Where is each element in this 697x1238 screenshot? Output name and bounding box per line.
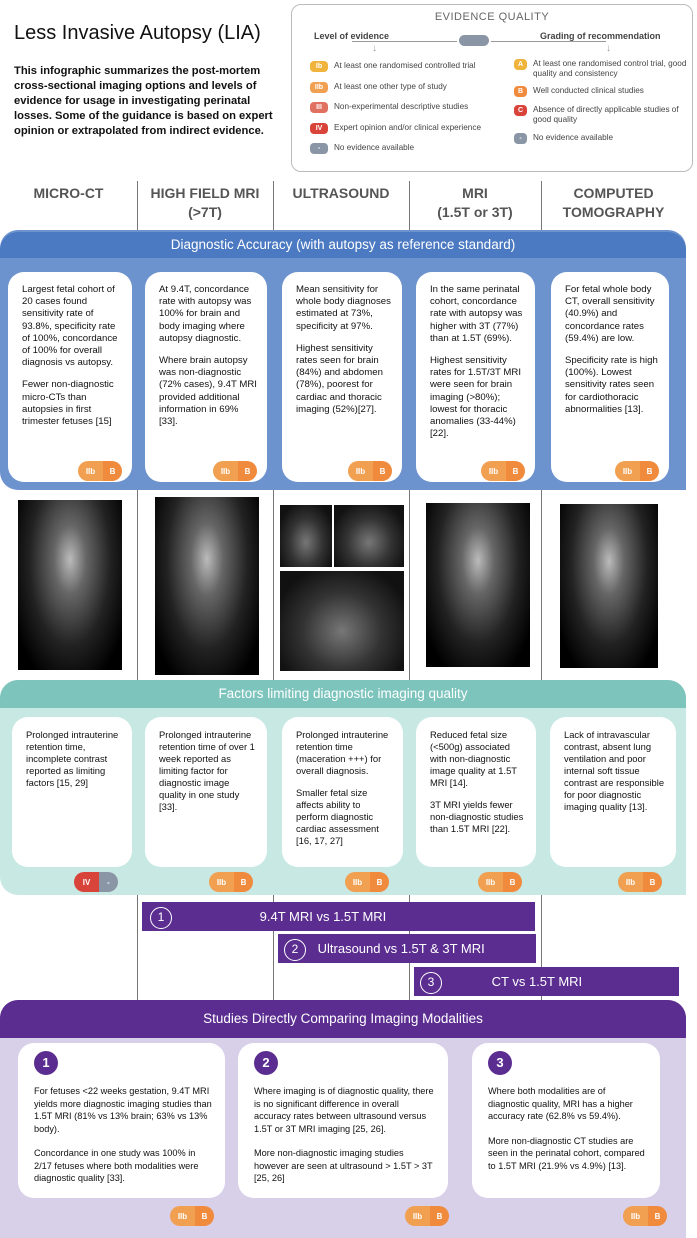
factor-card (12, 717, 132, 867)
evidence-level-text: Non-experimental descriptive studies (334, 102, 469, 111)
badge-grade: B (373, 461, 392, 481)
evidence-badge (618, 872, 662, 892)
card-paragraph: Prolonged intrauterine retention time of over 1 week reported as limiting factor for diagnostic image quality in one study [33]. (159, 729, 255, 812)
evidence-badge (478, 872, 522, 892)
column-divider (273, 490, 274, 680)
evidence-level-text: No evidence available (334, 143, 415, 152)
quality-slider-icon (459, 35, 489, 46)
micro-ct-scan-image (18, 500, 122, 670)
badge-grade: B (238, 461, 257, 481)
grade-item (514, 133, 689, 144)
accuracy-card (551, 272, 669, 482)
card-paragraph: Lack of intravascular contrast, absent lung ventilation and poor internal soft tissue contrast are responsible for poor diagnostic imaging quality [13]. (564, 729, 665, 812)
grade-item (514, 86, 689, 97)
factor-card (282, 717, 403, 867)
card-paragraph: Mean sensitivity for whole body diagnoses estimated at 73%, specificity at 97%. (296, 284, 391, 332)
column-divider (137, 490, 138, 680)
badge-level: IIb (348, 461, 373, 481)
card-paragraph: Specificity rate is high (100%). Lowest sensitivity rates seen for cardiothoracic abnormalities [13]. (565, 355, 658, 415)
comparison-number: 2 (284, 939, 306, 961)
accuracy-card (145, 272, 267, 482)
card-paragraph: At 9.4T, concordance rate with autopsy was 100% for brain and body imaging where autopsy diagnostic. (159, 284, 252, 344)
badge-level: IIb (78, 461, 103, 481)
evidence-badge (209, 872, 253, 892)
card-paragraph: More non-diagnostic imaging studies however are seen at ultrasound > 1.5T > 3T [25, 26] (254, 1148, 433, 1183)
card-paragraph: Fewer non-diagnostic micro-CTs than autopsies in first trimester fetuses [15] (22, 379, 114, 428)
badge-level: IIb (618, 872, 643, 892)
column-header-line2: (>7T) (188, 204, 222, 220)
card-paragraph: Prolonged intrauterine retention time, incomplete contrast reported as limiting factors [15, 29] (26, 729, 119, 788)
comparison-number: 3 (420, 972, 442, 994)
badge-grade: B (370, 872, 389, 892)
evidence-level-item (310, 143, 520, 154)
column-divider (273, 181, 274, 230)
badge-grade: B (506, 461, 525, 481)
legend-line-right (491, 41, 606, 42)
evidence-badge (405, 1206, 449, 1226)
badge-level: IIb (623, 1206, 648, 1226)
evidence-level-chip: Ib (310, 61, 328, 72)
study-card (472, 1043, 660, 1198)
card-paragraph: 3T MRI yields fewer non-diagnostic studies than 1.5T MRI [22]. (430, 799, 524, 834)
column-header (273, 184, 409, 203)
badge-grade: B (195, 1206, 214, 1226)
badge-level: IIb (213, 461, 238, 481)
grade-text: At least one randomised control trial, good quality and consistency (533, 59, 687, 78)
ultrasound-image-1 (280, 505, 332, 567)
evidence-level-chip: - (310, 143, 328, 154)
badge-grade: B (103, 461, 122, 481)
ultrasound-image-3 (280, 571, 404, 671)
badge-grade: B (503, 872, 522, 892)
study-number: 1 (34, 1051, 58, 1075)
badge-grade: B (643, 872, 662, 892)
evidence-badge (213, 461, 257, 481)
evidence-level-item (310, 102, 520, 113)
column-divider (409, 181, 410, 230)
arrow-down-icon: ↓ (372, 43, 377, 54)
accuracy-card (8, 272, 132, 482)
accuracy-card (416, 272, 535, 482)
mri-scan-image (426, 503, 530, 667)
study-number: 2 (254, 1051, 278, 1075)
grade-chip: - (514, 133, 527, 144)
evidence-level-chip: III (310, 102, 328, 113)
evidence-level-text: Expert opinion and/or clinical experience (334, 122, 482, 132)
factor-card (416, 717, 536, 867)
column-header (541, 184, 686, 222)
badge-grade: - (99, 872, 118, 892)
grade-text: Well conducted clinical studies (533, 86, 644, 95)
factor-card (145, 717, 267, 867)
grade-item (514, 105, 689, 125)
comparison-bar-3 (414, 967, 679, 996)
diagnostic-accuracy-title: Diagnostic Accuracy (with autopsy as reference standard) (0, 232, 686, 258)
study-number: 3 (488, 1051, 512, 1075)
comparison-number: 1 (150, 907, 172, 929)
study-card (238, 1043, 448, 1198)
comparison-bar-1 (142, 902, 535, 931)
column-header (409, 184, 541, 222)
badge-grade: B (640, 461, 659, 481)
comparison-bar-2 (278, 934, 536, 963)
column-divider (137, 181, 138, 230)
evidence-badge (345, 872, 389, 892)
grade-chip: C (514, 105, 527, 116)
badge-grade: B (234, 872, 253, 892)
evidence-level-text: At least one other type of study (334, 81, 447, 91)
evidence-badge (615, 461, 659, 481)
badge-level: IIb (615, 461, 640, 481)
evidence-level-text: At least one randomised controlled trial (334, 61, 476, 70)
card-paragraph: In the same perinatal cohort, concordance rate with autopsy was higher with 3T (77%) than at 1.5T (69%). (430, 284, 523, 344)
badge-level: IIb (481, 461, 506, 481)
evidence-quality-legend (291, 4, 693, 172)
comparison-label: Ultrasound vs 1.5T & 3T MRI (317, 941, 485, 956)
column-header-line2: (1.5T or 3T) (437, 204, 513, 220)
arrow-down-icon: ↓ (606, 43, 611, 54)
badge-level: IIb (209, 872, 234, 892)
column-header-line1: HIGH FIELD MRI (150, 185, 260, 201)
column-header-line1: ULTRASOUND (292, 185, 390, 201)
card-paragraph: Concordance in one study was 100% in 2/17 fetuses where both modalities were diagnostic quality [33]. (34, 1148, 199, 1183)
accuracy-card (282, 272, 402, 482)
comparison-label: 9.4T MRI vs 1.5T MRI (259, 909, 387, 924)
card-paragraph: For fetal whole body CT, overall sensitivity (40.9%) and concordance rates (59.4%) are low. (565, 284, 655, 344)
evidence-level-item (310, 82, 520, 93)
evidence-level-item (310, 61, 520, 72)
card-paragraph: Reduced fetal size (<500g) associated with non-diagnostic image quality at 1.5T MRI [14]. (430, 729, 517, 788)
badge-level: IIb (345, 872, 370, 892)
legend-line-left (352, 41, 457, 42)
page-title: Less Invasive Autopsy (LIA) (14, 22, 261, 44)
badge-grade: B (648, 1206, 667, 1226)
ultrasound-image-2 (334, 505, 404, 567)
card-paragraph: Where imaging is of diagnostic quality, there is no significant difference in overall accuracy rates between ultrasound versus 1.5T or 3T MRI imaging [25, 26]. (254, 1086, 434, 1134)
card-paragraph: For fetuses <22 weeks gestation, 9.4T MRI yields more diagnostic imaging studies than 1.5T MRI (81% vs 13% brain; 63% vs 13% body). (34, 1086, 212, 1134)
column-header-line1: COMPUTED (573, 185, 654, 201)
grade-text: No evidence available (533, 133, 614, 142)
study-card (18, 1043, 225, 1198)
column-header (137, 184, 273, 222)
badge-grade: B (430, 1206, 449, 1226)
grading-heading: Grading of recommendation (540, 31, 661, 41)
comparison-label: CT vs 1.5T MRI (491, 974, 583, 989)
column-header-line2: TOMOGRAPHY (562, 204, 665, 220)
factors-title: Factors limiting diagnostic imaging quality (0, 680, 686, 708)
badge-level: IV (74, 872, 99, 892)
evidence-title: EVIDENCE QUALITY (434, 11, 550, 23)
evidence-badge (481, 461, 525, 481)
badge-level: IIb (478, 872, 503, 892)
grade-item (514, 59, 689, 79)
evidence-badge (348, 461, 392, 481)
grade-chip: B (514, 86, 527, 97)
card-paragraph: Smaller fetal size affects ability to perform diagnostic cardiac assessment [16, 17, 27] (296, 787, 379, 846)
high-field-mri-scan-image (155, 497, 259, 675)
evidence-badge (623, 1206, 667, 1226)
card-paragraph: Prolonged intrauterine retention time (maceration +++) for overall diagnosis. (296, 729, 389, 776)
column-divider (137, 895, 138, 1000)
intro-text: This infographic summarizes the post-mortem cross-sectional imaging options and levels of evidence for usage in investigating perinatal losses. Some of the guidance is based on expert opinion or extrapolated from indirect evidence. (14, 65, 273, 137)
card-paragraph: Largest fetal cohort of 20 cases found sensitivity rate of 93.8%, specificity rate of 100%, concordance of 100% for overall diagnosis vs autopsy. (22, 284, 118, 369)
column-divider (409, 490, 410, 680)
card-paragraph: Highest sensitivity rates for 1.5T/3T MRI were seen for brain imaging (>80%); lowest for thoracic anomalies (33-44%)[22]. (430, 355, 521, 440)
badge-level: IIb (170, 1206, 195, 1226)
card-paragraph: More non-diagnostic CT studies are seen in the perinatal cohort, compared to 1.5T MRI (21.9% vs 4.9%) [13]. (488, 1135, 645, 1171)
grade-chip: A (514, 59, 527, 70)
column-header-line1: MICRO-CT (33, 185, 104, 201)
level-of-evidence-heading: Level of evidence (314, 31, 390, 41)
studies-title: Studies Directly Comparing Imaging Modalities (0, 1000, 686, 1038)
factor-card (550, 717, 676, 867)
evidence-badge (74, 872, 118, 892)
grade-text: Absence of directly applicable studies of good quality (533, 105, 679, 124)
column-divider (541, 490, 542, 680)
badge-level: IIb (405, 1206, 430, 1226)
evidence-badge (170, 1206, 214, 1226)
column-divider (541, 181, 542, 230)
evidence-badge (78, 461, 122, 481)
column-header (0, 184, 137, 203)
column-header-line1: MRI (462, 185, 488, 201)
card-paragraph: Where both modalities are of diagnostic quality, MRI has a higher accuracy rate (62.8% vs 59.4%). (488, 1086, 633, 1121)
evidence-level-item (310, 123, 520, 134)
card-paragraph: Highest sensitivity rates seen for brain (84%) and abdomen (78%), poorest for cardiac and thoracic imaging (52%)[27]. (296, 342, 383, 415)
ct-scan-image (560, 504, 658, 668)
card-paragraph: Where brain autopsy was non-diagnostic (72% cases), 9.4T MRI provided additional information in 69% [33]. (159, 355, 257, 428)
evidence-level-chip: IIb (310, 82, 328, 93)
evidence-level-chip: IV (310, 123, 328, 134)
